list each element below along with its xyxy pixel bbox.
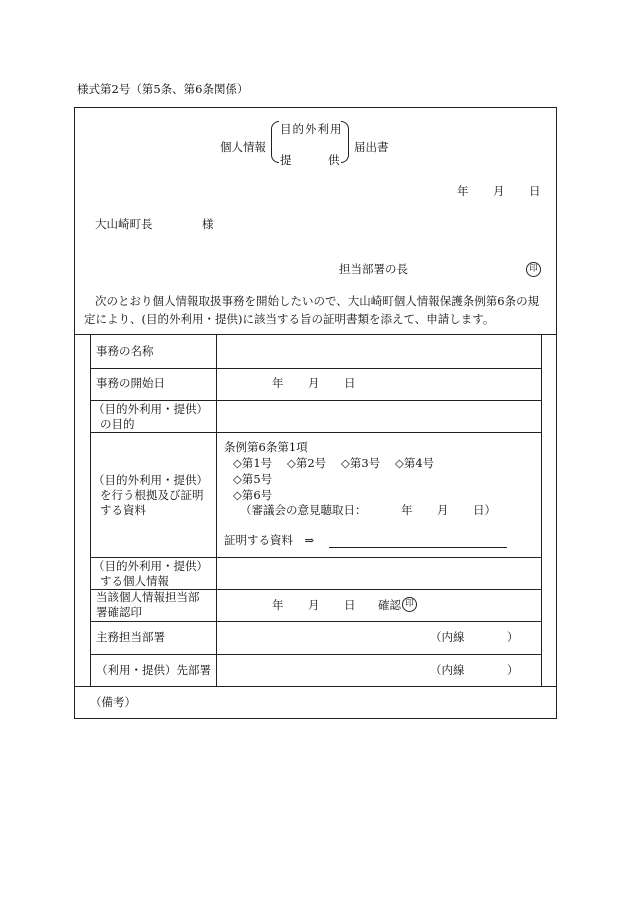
- council-hearing-label: （審議会の意見聴取日：: [240, 503, 367, 517]
- dest-dept-extension-open: （内線: [430, 663, 465, 677]
- row-divider: [90, 432, 541, 433]
- proof-document-line[interactable]: [329, 547, 507, 548]
- title-option-top: 目的外利用: [280, 122, 343, 136]
- task-name-field[interactable]: [217, 335, 540, 367]
- date-day: 日: [529, 184, 541, 198]
- confirm-date-month: 月: [308, 598, 320, 612]
- table-bottom-border: [74, 686, 557, 687]
- row-label-purpose-2: の目的: [100, 417, 135, 431]
- row-label-main-department: 主務担当部署: [96, 630, 165, 644]
- clause-heading: 条例第6条第1項: [224, 440, 308, 454]
- confirm-label: 確認: [378, 598, 401, 612]
- date-month: 月: [493, 184, 505, 198]
- clause-item-6[interactable]: ◇第6号: [233, 488, 273, 502]
- start-date-month: 月: [308, 376, 320, 390]
- applicant-label: 担当部署の長: [339, 262, 408, 276]
- row-label-task-name: 事務の名称: [96, 344, 154, 358]
- row-label-basis-1: （目的外利用・提供）: [93, 473, 208, 487]
- table-left-border: [90, 334, 91, 686]
- row-label-purpose-1: （目的外利用・提供）: [93, 402, 208, 416]
- addressee-name: 大山崎町長: [95, 217, 153, 231]
- row-label-basis-3: する資料: [100, 503, 146, 517]
- title-left-bracket: [271, 121, 279, 163]
- dest-dept-extension-close: ）: [507, 663, 519, 677]
- title-suffix: 届出書: [354, 140, 389, 154]
- seal-mark: 印: [526, 262, 541, 277]
- clause-item-4[interactable]: ◇第4号: [395, 456, 435, 470]
- row-label-personal-info-1: （目的外利用・提供）: [93, 559, 208, 573]
- confirm-date-year: 年: [272, 598, 284, 612]
- title-prefix: 個人情報: [220, 140, 266, 154]
- start-date-year: 年: [272, 376, 284, 390]
- council-hearing-year: 年: [401, 503, 413, 517]
- table-right-border: [541, 334, 542, 686]
- title-option-bottom-a: 提: [280, 153, 292, 167]
- row-label-confirm-seal-2: 署確認印: [96, 605, 142, 619]
- purpose-field[interactable]: [217, 401, 540, 431]
- title-right-bracket: [341, 121, 349, 163]
- council-hearing-month: 月: [437, 503, 449, 517]
- clause-item-2[interactable]: ◇第2号: [287, 456, 327, 470]
- destination-department-field[interactable]: [217, 655, 427, 685]
- confirm-date-day: 日: [344, 598, 356, 612]
- row-label-personal-info-2: する個人情報: [100, 574, 169, 588]
- main-dept-extension-close: ）: [507, 630, 519, 644]
- title-option-bottom-b: 供: [328, 153, 340, 167]
- date-year: 年: [457, 184, 469, 198]
- start-date-day: 日: [344, 376, 356, 390]
- clause-item-5[interactable]: ◇第5号: [233, 472, 273, 486]
- proof-document-label: 証明する資料 ⇒: [224, 533, 315, 547]
- start-date-field[interactable]: [217, 369, 540, 399]
- council-hearing-day: 日）: [473, 503, 496, 517]
- clause-item-1[interactable]: ◇第1号: [233, 456, 273, 470]
- remarks-label: （備考）: [90, 695, 136, 709]
- row-label-basis-2: を行う根拠及び証明: [100, 488, 204, 502]
- personal-info-field[interactable]: [217, 558, 540, 588]
- row-label-start-date: 事務の開始日: [96, 376, 165, 390]
- confirm-seal-mark: 印: [402, 597, 417, 612]
- intro-paragraph: 次のとおり個人情報取扱事務を開始したいので、大山崎町個人情報保護条例第6条の規定により、(目的外利用・提供)に該当する旨の証明書類を添えて、申請します。: [84, 294, 540, 326]
- addressee-honorific: 様: [202, 217, 214, 231]
- form-number-label: 様式第2号（第5条、第6条関係）: [77, 82, 249, 96]
- main-dept-extension-open: （内線: [430, 630, 465, 644]
- row-label-destination-department: （利用・提供）先部署: [96, 663, 211, 677]
- row-label-confirm-seal-1: 当該個人情報担当部: [96, 590, 200, 604]
- main-department-field[interactable]: [217, 622, 427, 653]
- clause-item-3[interactable]: ◇第3号: [341, 456, 381, 470]
